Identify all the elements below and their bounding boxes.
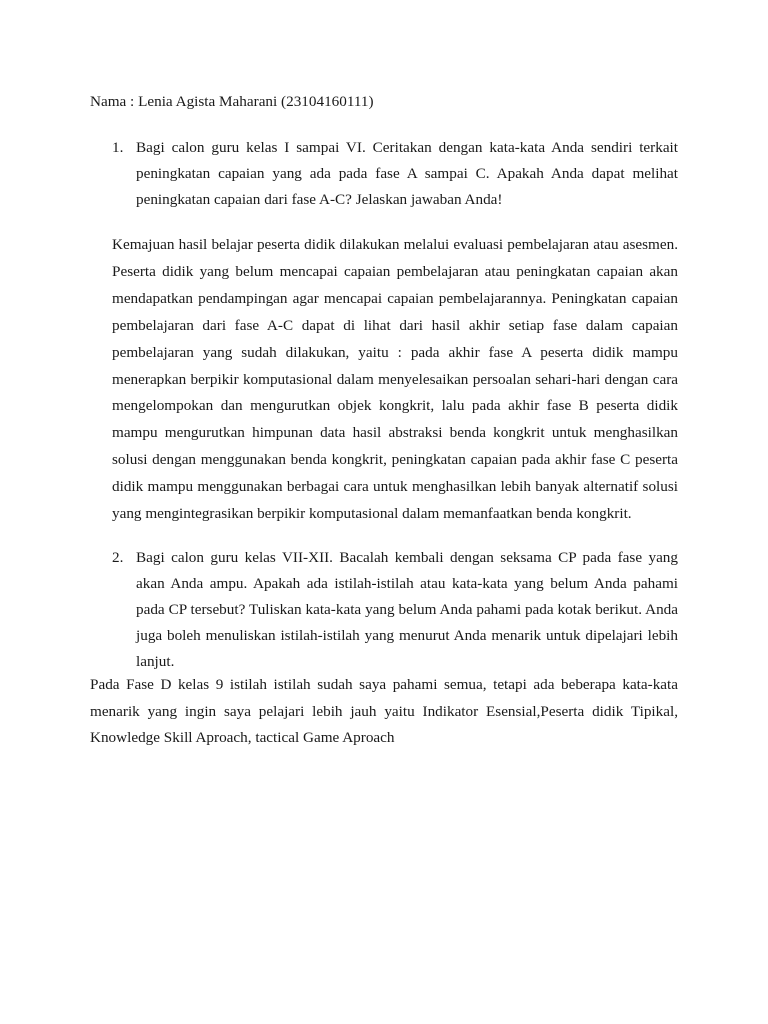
answer-2-paragraph: Pada Fase D kelas 9 istilah istilah sudah saya pahami semua, tetapi ada beberapa kata-kata menarik yang ingin saya pelajari lebih jauh yaitu Indikator Esensial,Peserta didik Tipikal, Knowledge Skill Aproach, tactical Game Aproach: [90, 676, 678, 746]
question-1-number: 1.: [112, 139, 124, 156]
student-name-line: Nama : Lenia Agista Maharani (23104160111): [90, 93, 374, 110]
question-2-text: Bagi calon guru kelas VII-XII. Bacalah kembali dengan seksama CP pada fase yang akan Anda ampu. Apakah ada istilah-istilah atau kata-kata yang belum Anda pahami pada CP tersebut? Tuliskan kata-kata yang belum Anda pahami pada kotak berikut. Anda juga boleh menuliskan istilah-istilah yang menurut Anda menarik untuk dipelajari lebih lanjut.: [136, 549, 678, 670]
question-2: [112, 545, 678, 675]
answer-1-paragraph: Kemajuan hasil belajar peserta didik dilakukan melalui evaluasi pembelajaran atau asesmen. Peserta didik yang belum mencapai capaian pembelajaran atau peningkatan capaian akan mendapatkan pendampingan agar mencapai capaian pembelajarannya. Peningkatan capaian pembelajaran dari fase A-C dapat di lihat dari hasil akhir setiap fase dalam capaian pembelajaran yang sudah dilakukan, yaitu : pada akhir fase A peserta didik mampu menerapkan berpikir komputasional dalam menyelesaikan persoalan sehari-hari dengan cara mengelompokan dan mengurutkan objek kongkrit, lalu pada akhir fase B peserta didik mampu mengurutkan himpunan data hasil abstraksi benda kongkrit untuk menghasilkan solusi dengan menggunakan benda kongkrit, peningkatan capaian pada akhir fase C peserta didik mampu menggunakan berbagai cara untuk menghasilkan lebih banyak alternatif solusi yang mengintegrasikan berpikir komputasional dalam memanfaatkan benda kongkrit.: [112, 236, 678, 523]
question-2-number: 2.: [112, 549, 124, 566]
question-1: [112, 135, 678, 213]
question-1-text: Bagi calon guru kelas I sampai VI. Ceritakan dengan kata-kata Anda sendiri terkait peningkatan capaian yang ada pada fase A sampai C. Apakah Anda dapat melihat peningkatan capaian dari fase A-C? Jelaskan jawaban Anda!: [136, 139, 678, 208]
